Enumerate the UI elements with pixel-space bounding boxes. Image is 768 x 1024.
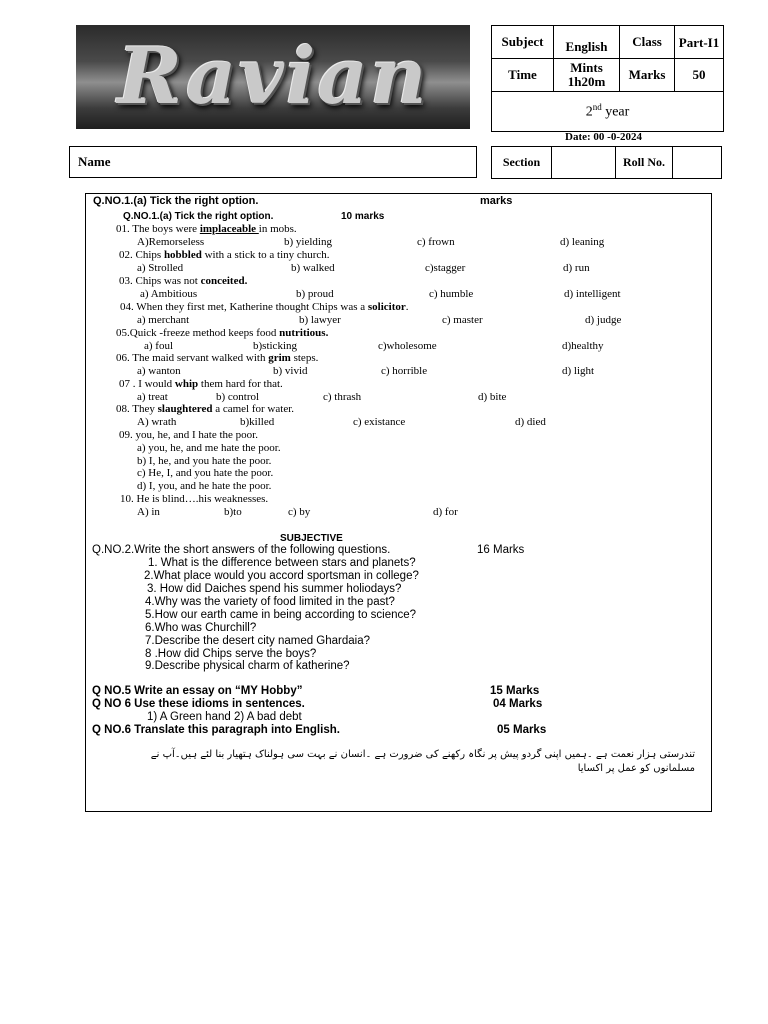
urdu-paragraph-line-1: تندرستی ہزار نعمت ہے ۔ہمیں اپنی گردو پیش پر نگاہ رکھنے کی ضرورت ہے ۔انسان نے بہت سی ہولناک ہتھیار بنا لئے ہیں۔آپ نے [150, 749, 695, 760]
year-cell [492, 92, 724, 132]
mcq-option-c[interactable]: c)stagger [425, 262, 466, 274]
key-word: grim [268, 352, 291, 364]
question-paper-box [85, 193, 712, 812]
q1-heading: Q.NO.1.(a) Tick the right option. [93, 195, 259, 207]
mcq-option-c[interactable]: c) by [288, 506, 311, 518]
mcq-question: 02. Chips hobbled with a stick to a tiny church. [119, 249, 330, 261]
q5-heading: Q NO.5 Write an essay on “MY Hobby” [92, 685, 303, 697]
ravian-logo [76, 25, 470, 129]
mcq-question: 06. The maid servant walked with grim steps. [116, 352, 319, 364]
key-word: nutritious. [279, 327, 329, 339]
mcq-option-c[interactable]: c) frown [417, 236, 455, 248]
q1-subheading-marks: 10 marks [341, 211, 385, 222]
q1-heading-marks: marks [480, 195, 513, 207]
mcq-question: 01. The boys were implaceable in mobs. [116, 223, 297, 235]
mcq-option-a[interactable]: A) in [137, 506, 160, 518]
mcq-option-c[interactable]: c) thrash [323, 391, 362, 403]
mcq-option-c[interactable]: c) He, I, and you hate the poor. [137, 467, 274, 479]
mcq-option-d[interactable]: d) judge [585, 314, 622, 326]
section-value[interactable] [552, 147, 616, 179]
mcq-option-a[interactable]: a) foul [144, 340, 174, 352]
mcq-question: 04. When they first met, Katherine thought Chips was a solicitor. [120, 301, 409, 313]
mcq-option-b[interactable]: b) I, he, and you hate the poor. [137, 455, 272, 467]
mcq-option-b[interactable]: b)to [224, 506, 242, 518]
short-question: 8 .How did Chips serve the boys? [145, 648, 317, 660]
marks-label: Marks [620, 59, 675, 92]
mcq-question: 09. you, he, and I hate the poor. [119, 429, 258, 441]
mcq-option-a[interactable]: A) wrath [137, 416, 177, 428]
mcq-option-b[interactable]: b)killed [240, 416, 275, 428]
mcq-option-c[interactable]: c) existance [353, 416, 406, 428]
short-question: 2.What place would you accord sportsman in college? [144, 570, 419, 582]
class-value: Part-I1 [675, 26, 724, 59]
mcq-question: 03. Chips was not conceited. [119, 275, 248, 287]
mcq-option-d[interactable]: d)healthy [562, 340, 604, 352]
urdu-paragraph-line-2: مسلمانوں کو عمل پر اکسایا [577, 763, 695, 774]
q2-heading: Q.NO.2.Write the short answers of the following questions. [92, 544, 391, 556]
name-box[interactable] [69, 146, 477, 178]
year-superscript: nd [592, 102, 602, 113]
mcq-option-d[interactable]: d) run [563, 262, 590, 274]
q2-marks: 16 Marks [477, 544, 525, 556]
mcq-option-a[interactable]: a) you, he, and me hate the poor. [137, 442, 281, 454]
mcq-option-a[interactable]: a) Ambitious [140, 288, 198, 300]
mcq-option-d[interactable]: d) bite [478, 391, 507, 403]
mcq-option-c[interactable]: c)wholesome [378, 340, 437, 352]
mcq-option-a[interactable]: a) Strolled [137, 262, 184, 274]
exam-date: Date: 00 -0-2024 [565, 131, 642, 143]
subjective-title: SUBJECTIVE [280, 533, 343, 544]
year-word: year [605, 104, 630, 120]
exam-info-table [491, 25, 724, 132]
short-question: 1. What is the difference between stars and planets? [148, 557, 416, 569]
mcq-option-d[interactable]: d) died [515, 416, 546, 428]
short-question: 7.Describe the desert city named Ghardaia? [145, 635, 371, 647]
class-label: Class [620, 26, 675, 59]
section-label: Section [492, 147, 552, 179]
subject-label: Subject [492, 26, 554, 59]
mcq-question: 07 . I would whip them hard for that. [119, 378, 283, 390]
time-label: Time [492, 59, 554, 92]
mcq-question: 10. He is blind….his weaknesses. [120, 493, 269, 505]
key-word: hobbled [163, 249, 202, 261]
mcq-option-d[interactable]: d) for [433, 506, 458, 518]
short-question: 6.Who was Churchill? [145, 622, 257, 634]
q6b-marks: 05 Marks [497, 724, 547, 736]
q6-marks: 04 Marks [493, 698, 543, 710]
mcq-option-d[interactable]: d) leaning [560, 236, 605, 248]
mcq-option-d[interactable]: d) I, you, and he hate the poor. [137, 480, 272, 492]
short-question: 9.Describe physical charm of katherine? [145, 660, 350, 672]
mcq-option-b[interactable]: b) lawyer [299, 314, 341, 326]
mcq-option-a[interactable]: a) treat [137, 391, 168, 403]
mcq-option-a[interactable]: A)Remorseless [137, 236, 205, 248]
short-question: 4.Why was the variety of food limited in the past? [145, 596, 395, 608]
subject-value: English [554, 26, 620, 59]
short-question: 3. How did Daiches spend his summer holiodays? [147, 583, 402, 595]
time-value: Mints 1h20m [554, 59, 620, 92]
key-word: slaughtered [157, 403, 213, 415]
mcq-option-d[interactable]: d) light [562, 365, 595, 377]
key-word: solicitor [367, 301, 406, 313]
section-roll-table [491, 146, 722, 179]
mcq-option-d[interactable]: d) intelligent [564, 288, 621, 300]
mcq-option-b[interactable]: b) vivid [273, 365, 308, 377]
key-word: implaceable [199, 223, 259, 235]
key-word: whip [174, 378, 199, 390]
roll-label: Roll No. [616, 147, 673, 179]
mcq-option-a[interactable]: a) merchant [137, 314, 190, 326]
q1-subheading: Q.NO.1.(a) Tick the right option. [123, 211, 274, 222]
q6-heading: Q NO 6 Use these idioms in sentences. [92, 698, 305, 710]
mcq-question: 08. They slaughtered a camel for water. [116, 403, 295, 415]
mcq-option-c[interactable]: c) horrible [381, 365, 428, 377]
year-number: 2 [585, 104, 593, 120]
mcq-option-b[interactable]: b) walked [291, 262, 335, 274]
mcq-option-c[interactable]: c) master [442, 314, 483, 326]
q5-marks: 15 Marks [490, 685, 540, 697]
mcq-option-a[interactable]: a) wanton [137, 365, 181, 377]
short-question: 5.How our earth came in being according to science? [145, 609, 417, 621]
mcq-question: 05.Quick -freeze method keeps food nutritious. [116, 327, 329, 339]
mcq-option-b[interactable]: b) proud [296, 288, 334, 300]
key-word: conceited. [200, 275, 248, 287]
logo-text: Ravian [117, 31, 429, 122]
marks-value: 50 [675, 59, 724, 92]
q6b-heading: Q NO.6 Translate this paragraph into English. [92, 724, 340, 736]
roll-value[interactable] [673, 147, 722, 179]
mcq-option-c[interactable]: c) humble [429, 288, 474, 300]
idioms-list: 1) A Green hand 2) A bad debt [147, 711, 302, 723]
mcq-option-b[interactable]: b) control [216, 391, 260, 403]
name-label: Name [78, 154, 111, 169]
mcq-option-b[interactable]: b)sticking [253, 340, 297, 352]
mcq-option-b[interactable]: b) yielding [284, 236, 332, 248]
